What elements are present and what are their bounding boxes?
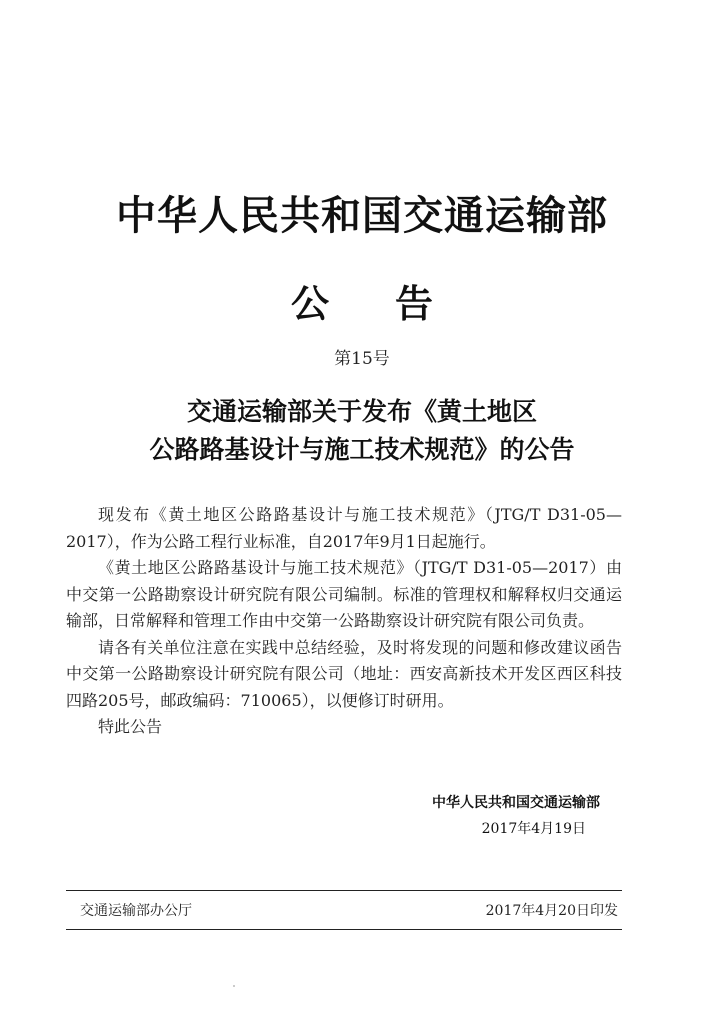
signature-block — [380, 790, 600, 842]
footer-office: 交通运输部办公厅 — [80, 903, 192, 919]
paper-speck — [233, 985, 235, 987]
document-title-line-2: 公路路基设计与施工技术规范》的公告 — [149, 435, 575, 464]
footer-divider-top — [66, 890, 622, 891]
body-paragraph-4: 特此公告 — [98, 717, 163, 736]
footer-divider-bottom — [66, 929, 622, 930]
notice-label: 公告 — [290, 281, 499, 326]
notice-body — [66, 502, 622, 741]
body-paragraph-1: 现发布《黄土地区公路路基设计与施工技术规范》（JTG/T D31-05—2017），作为公路工程行业标准，自2017年9月1日起施行。 — [66, 505, 622, 551]
body-paragraph-2: 《黄土地区公路路基设计与施工技术规范》（JTG/T D31-05—2017）由中交第一公路勘察设计研究院有限公司编制。标准的管理权和解释权归交通运输部，日常解释和管理工作由中交第一公路勘察设计研究院有限公司负责。 — [66, 558, 622, 630]
document-title — [0, 393, 724, 469]
document-title-line-1: 交通运输部关于发布《黄土地区 — [186, 397, 537, 426]
issuer-heading: 中华人民共和国交通运输部 — [116, 192, 608, 239]
signature-organization: 中华人民共和国交通运输部 — [432, 795, 600, 811]
body-paragraph-3: 请各有关单位注意在实践中总结经验，及时将发现的问题和修改建议函告中交第一公路勘察设计研究院有限公司（地址：西安高新技术开发区西区科技四路205号，邮政编码：710065），以便修订时研用。 — [66, 637, 622, 710]
notice-number: 第15号 — [334, 349, 390, 369]
signature-date: 2017年4月19日 — [481, 821, 586, 837]
footer-print-date: 2017年4月20日印发 — [485, 903, 618, 919]
